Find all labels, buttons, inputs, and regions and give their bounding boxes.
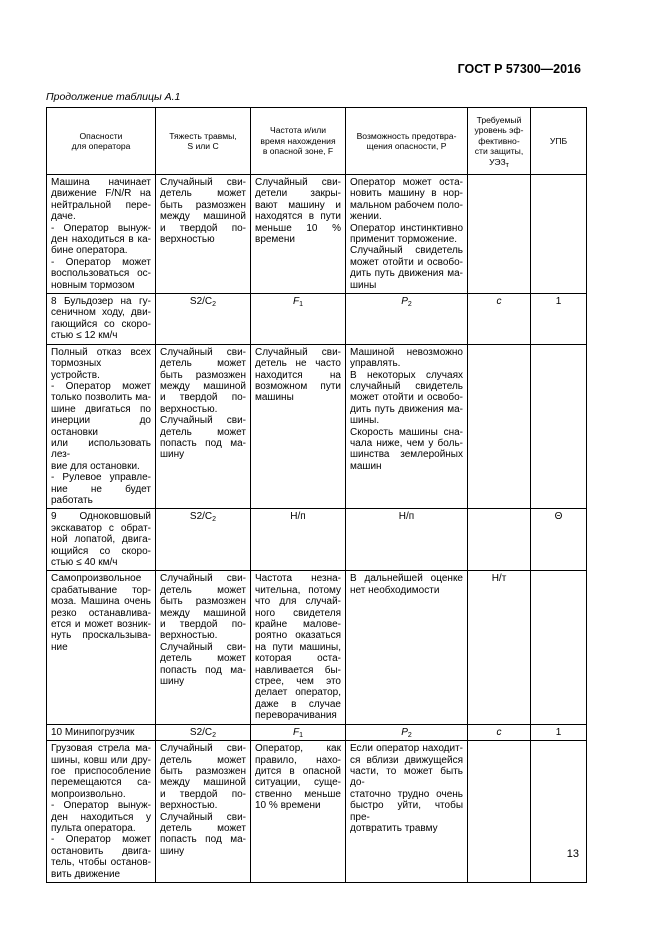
cell-line: чительна, потому xyxy=(255,584,341,596)
table-row xyxy=(47,294,587,345)
cell-line: мопроизвольно. xyxy=(51,788,126,800)
avoidance-cell xyxy=(346,741,468,883)
header-line: фективно- xyxy=(478,135,520,146)
cell-line: роятно оказаться xyxy=(255,630,341,642)
header-row xyxy=(47,108,587,175)
cell-line: и твердой по- xyxy=(160,222,246,234)
cell-line: - Рулевое управле- xyxy=(51,472,151,484)
cell-line: детель может xyxy=(160,188,246,200)
cell-line: мальном рабочем поло- xyxy=(350,199,463,211)
cell-line: машины xyxy=(255,392,294,404)
upb-cell xyxy=(531,571,587,724)
cell-line: В некоторых случаях xyxy=(350,369,463,381)
cell-line: Оператор может оста- xyxy=(350,177,463,188)
subscript: т xyxy=(505,161,509,169)
severity-cell xyxy=(156,294,251,345)
cell-line: детель может xyxy=(160,754,246,766)
cell-line: ся вблизи движущейся xyxy=(350,754,463,766)
cell-line: тель, чтобы останов- xyxy=(51,857,151,869)
cell-line: ден находиться у xyxy=(51,811,151,823)
table-row xyxy=(47,509,587,571)
cell-line: Случайный свидетель xyxy=(350,245,463,257)
header-line: Возможность предотвра- xyxy=(356,130,457,141)
symbol: S2/C xyxy=(189,511,213,523)
cell-line: нуть проскальзыва- xyxy=(51,630,151,642)
cell-line: быстро уйти, чтобы пре- xyxy=(350,800,463,823)
header-required-level xyxy=(468,108,531,175)
cell-line: между машиной xyxy=(160,211,246,223)
cell-line: шину xyxy=(160,676,185,688)
header-hazard xyxy=(47,108,156,175)
subscript: 1 xyxy=(299,731,303,739)
cell-line: воспользоваться ос- xyxy=(51,268,151,280)
frequency-cell: Н/п xyxy=(251,509,346,571)
cell-line: детели закры- xyxy=(255,188,341,200)
cell-line: шину xyxy=(160,845,185,857)
cell-line: нейтральной пере- xyxy=(51,199,151,211)
cell-line: Случайный сви- xyxy=(160,346,246,358)
cell-line: резко останавлива- xyxy=(51,607,151,619)
cell-line: ного свидетеля xyxy=(255,607,341,619)
cell-line: детель может xyxy=(160,358,246,370)
required-level-cell xyxy=(468,509,531,571)
cell-line: между машиной xyxy=(160,777,246,789)
subscript: 1 xyxy=(299,301,303,309)
cell-line: - Оператор вынуж- xyxy=(51,222,151,234)
symbol: F xyxy=(292,726,300,738)
cell-line: детель может xyxy=(160,653,246,665)
required-level-cell: c xyxy=(468,724,531,740)
cell-line: быть размозжен xyxy=(160,369,246,381)
cell-line: Самопроизвольное xyxy=(51,573,142,585)
cell-line: Случайный сви- xyxy=(255,177,341,188)
required-level-cell xyxy=(468,344,531,509)
cell-line: Случайный сви- xyxy=(160,641,246,653)
cell-line: переворачивания xyxy=(255,710,337,722)
cell-line: возможном пути xyxy=(255,380,341,392)
hazard-cell xyxy=(47,571,156,724)
cell-line: новным тормозом xyxy=(51,279,135,291)
hazard-cell xyxy=(47,741,156,883)
cell-line: и твердой по- xyxy=(160,788,246,800)
cell-line: пульта оператора. xyxy=(51,822,136,834)
hazard-cell xyxy=(47,344,156,509)
cell-line: Случайный сви- xyxy=(255,346,341,358)
upb-cell: 1 xyxy=(531,724,587,740)
cell-line: Машиной невозможно xyxy=(350,346,463,358)
severity-cell xyxy=(156,724,251,740)
cell-line: ственно меньше xyxy=(255,788,341,800)
subscript: 2 xyxy=(407,731,412,739)
cell-line: перемещаются са- xyxy=(51,777,151,789)
table-row xyxy=(47,175,587,294)
cell-line: Грузовая стрела ма- xyxy=(51,743,151,755)
cell-line: Случайный сви- xyxy=(160,743,246,755)
cell-line: - Оператор может xyxy=(51,834,151,846)
cell-line: 10 % времени xyxy=(255,800,321,812)
cell-line: Если оператор находит- xyxy=(350,743,463,755)
symbol: P xyxy=(401,296,408,308)
cell-line: 9 Одноковшовый xyxy=(51,511,151,523)
required-level-cell: Н/т xyxy=(468,571,531,724)
cell-line: Случайный сви- xyxy=(160,573,246,585)
cell-line: которая оста- xyxy=(255,653,341,665)
cell-line: на пути машины, xyxy=(255,641,341,653)
cell-line: детель может xyxy=(160,426,246,438)
cell-line: Случайный сви- xyxy=(160,811,246,823)
cell-line: правило, нахо- xyxy=(255,754,341,766)
subscript: 2 xyxy=(212,731,217,739)
header-severity xyxy=(156,108,251,175)
header-avoidance xyxy=(346,108,468,175)
cell-line: жении. xyxy=(350,211,382,223)
cell-line: дить путь движения ма- xyxy=(350,268,463,280)
hazard-table xyxy=(46,107,587,883)
cell-line: вие для остановки. xyxy=(51,460,140,472)
cell-line: делает оператор, xyxy=(255,687,341,699)
cell-line: вают машину и xyxy=(255,199,341,211)
cell-line: 10 Минипогрузчик xyxy=(51,726,135,738)
header-line: Частота и/или xyxy=(269,125,327,136)
cell-line: ющийся со скоро- xyxy=(51,545,151,557)
cell-line: находятся в пути xyxy=(255,211,341,223)
cell-line: стью ≤ 40 км/ч xyxy=(51,557,118,568)
cell-line: и твердой по- xyxy=(160,619,246,631)
cell-line: между машиной xyxy=(160,380,246,392)
table-row xyxy=(47,571,587,724)
header-frequency xyxy=(251,108,346,175)
header-line: Тяжесть травмы, xyxy=(169,130,237,141)
cell-line: шинства землеройных xyxy=(350,449,463,461)
avoidance-cell xyxy=(346,175,468,294)
upb-cell: Θ xyxy=(531,509,587,571)
cell-line: машин xyxy=(350,460,382,472)
required-level-cell xyxy=(468,175,531,294)
table-row xyxy=(47,741,587,883)
cell-line: только позволить ма- xyxy=(51,392,151,404)
cell-line: детель может xyxy=(160,584,246,596)
hazard-cell xyxy=(47,509,156,571)
symbol: S2/C xyxy=(189,296,213,308)
cell-line: шины, ковш или дру- xyxy=(51,754,151,766)
cell-line: ние не будет работать xyxy=(51,483,151,506)
cell-line: - Оператор может xyxy=(51,256,151,268)
cell-line: экскаватор с обрат- xyxy=(51,522,151,534)
header-upb: УПБ xyxy=(531,108,587,175)
cell-line: остановить двига- xyxy=(51,845,151,857)
required-level-cell xyxy=(468,741,531,883)
hazard-cell xyxy=(47,724,156,740)
header-line: время нахождения xyxy=(260,135,336,146)
severity-cell xyxy=(156,175,251,294)
cell-line: верхностью xyxy=(160,234,215,246)
severity-cell xyxy=(156,344,251,509)
cell-line: и твердой по- xyxy=(160,392,246,404)
frequency-cell xyxy=(251,724,346,740)
cell-line: ется и может возник- xyxy=(51,619,151,631)
cell-line: даче. xyxy=(51,211,76,223)
cell-line: Оператор инстинктивно xyxy=(350,222,463,234)
cell-line: Скорость машины сна- xyxy=(350,426,463,438)
cell-line: ситуации, суще- xyxy=(255,777,341,789)
cell-line: Частота незна- xyxy=(255,573,341,585)
cell-line: дотвратить травму xyxy=(350,822,438,834)
cell-line: верхностью. xyxy=(160,630,218,642)
cell-line: дится в опасной xyxy=(255,765,341,777)
cell-line: стью ≤ 12 км/ч xyxy=(51,330,118,342)
cell-line: дить путь движения ма- xyxy=(350,403,463,415)
upb-cell xyxy=(531,175,587,294)
cell-line: - Оператор вынуж- xyxy=(51,800,151,812)
cell-line: находится на xyxy=(255,369,341,381)
subscript: 2 xyxy=(212,301,217,309)
table-row xyxy=(47,344,587,509)
cell-line: что для случай- xyxy=(255,596,341,608)
header-line: в опасной зоне, F xyxy=(262,146,334,157)
header-line: Требуемый xyxy=(476,114,522,125)
cell-line: Полный отказ всех xyxy=(51,346,151,358)
frequency-cell xyxy=(251,294,346,345)
cell-line: ние xyxy=(51,641,68,653)
avoidance-cell xyxy=(346,344,468,509)
cell-line: может отойти и освобо- xyxy=(350,256,463,268)
cell-line: быть размозжен xyxy=(160,199,246,211)
cell-line: моза. Машина очень xyxy=(51,596,151,608)
hazard-cell xyxy=(47,175,156,294)
table-row xyxy=(47,724,587,740)
cell-line: 8 Бульдозер на гу- xyxy=(51,296,151,308)
cell-line: бине оператора. xyxy=(51,245,128,257)
header-line: $УЭЗ_т$ xyxy=(489,156,509,169)
cell-line: меньше 10 % xyxy=(255,222,341,234)
cell-line: Оператор, как xyxy=(255,743,341,755)
frequency-cell xyxy=(251,741,346,883)
cell-line: крайне малове- xyxy=(255,619,341,631)
cell-line: Машина начинает xyxy=(51,177,151,188)
cell-line: гое приспособление xyxy=(51,765,151,777)
cell-line: детель может xyxy=(160,822,246,834)
avoidance-cell xyxy=(346,294,468,345)
cell-line: шины. xyxy=(350,415,380,427)
cell-line: попасть под ма- xyxy=(160,834,246,846)
cell-line: Случайный сви- xyxy=(160,177,246,188)
cell-line: между машиной xyxy=(160,607,246,619)
cell-line: статочно трудно очень xyxy=(350,788,463,800)
cell-line: тормозных устройств. xyxy=(51,358,102,381)
header-line: щения опасности, P xyxy=(366,141,447,151)
hazard-cell xyxy=(47,294,156,345)
cell-line: шину xyxy=(160,449,185,461)
cell-line: ной лопатой, двига- xyxy=(51,534,151,546)
cell-line: стрее, чем это xyxy=(255,676,341,688)
avoidance-cell xyxy=(346,571,468,724)
severity-cell xyxy=(156,509,251,571)
cell-line: части, то может быть до- xyxy=(350,765,463,789)
cell-line: шины xyxy=(350,279,377,291)
cell-line: управлять. xyxy=(350,358,401,370)
cell-line: может отойти и освобо- xyxy=(350,392,463,404)
header-line: для оператора xyxy=(71,141,131,151)
upb-cell: 1 xyxy=(531,294,587,345)
cell-line: случайный свидетель xyxy=(350,380,463,392)
cell-line: - Оператор может xyxy=(51,380,151,392)
frequency-cell xyxy=(251,344,346,509)
header-line: уровень эф- xyxy=(474,125,524,136)
subscript: 2 xyxy=(407,301,412,309)
avoidance-cell xyxy=(346,724,468,740)
cell-line: Случайный сви- xyxy=(160,415,246,427)
avoidance-cell: Н/п xyxy=(346,509,468,571)
symbol: S2/C xyxy=(189,726,213,738)
cell-line: детель не часто xyxy=(255,358,341,370)
upb-cell xyxy=(531,741,587,883)
upb-cell xyxy=(531,344,587,509)
cell-line: инерции до остановки xyxy=(51,415,151,438)
symbol: F xyxy=(292,296,300,308)
severity-cell xyxy=(156,571,251,724)
cell-line: даже в случае xyxy=(255,698,341,710)
cell-line: чала ниже, чем у боль- xyxy=(350,437,463,449)
cell-line: сеничном ходу, дви- xyxy=(51,307,151,319)
cell-line: или использовать лез- xyxy=(51,437,151,461)
cell-line: попасть под ма- xyxy=(160,437,246,449)
subscript: 2 xyxy=(212,516,217,524)
cell-line: ден находиться в ка- xyxy=(51,234,151,246)
symbol: P xyxy=(401,726,408,738)
header-line: сти защиты, xyxy=(474,146,524,157)
cell-line: шине двигаться по xyxy=(51,403,151,415)
cell-line: быть размозжен xyxy=(160,765,246,777)
cell-line: верхностью. xyxy=(160,800,218,812)
cell-line: движение F/N/R на xyxy=(51,188,151,200)
cell-line: попасть под ма- xyxy=(160,664,246,676)
cell-line: применит торможение. xyxy=(350,234,458,246)
standard-number: ГОСТ Р 57300—2016 xyxy=(457,62,581,76)
cell-line: гающийся со скоро- xyxy=(51,318,151,330)
cell-line: навливается бы- xyxy=(255,664,341,676)
cell-line: быть размозжен xyxy=(160,596,246,608)
header-line: Опасности xyxy=(79,130,123,141)
required-level-cell: c xyxy=(468,294,531,345)
cell-line: нет необходимости xyxy=(350,584,440,596)
cell-line: вить движение xyxy=(51,868,121,880)
cell-line: срабатывание тор- xyxy=(51,584,151,596)
header-line: S или C xyxy=(187,141,219,151)
cell-line: верхностью. xyxy=(160,403,218,415)
cell-line: времени xyxy=(255,234,295,246)
table-continuation-caption: Продолжение таблицы А.1 xyxy=(46,91,181,103)
frequency-cell xyxy=(251,571,346,724)
cell-line: новить машину в нор- xyxy=(350,188,463,200)
frequency-cell xyxy=(251,175,346,294)
cell-line: В дальнейшей оценке xyxy=(350,573,463,585)
page-number: 13 xyxy=(566,848,579,860)
severity-cell xyxy=(156,741,251,883)
